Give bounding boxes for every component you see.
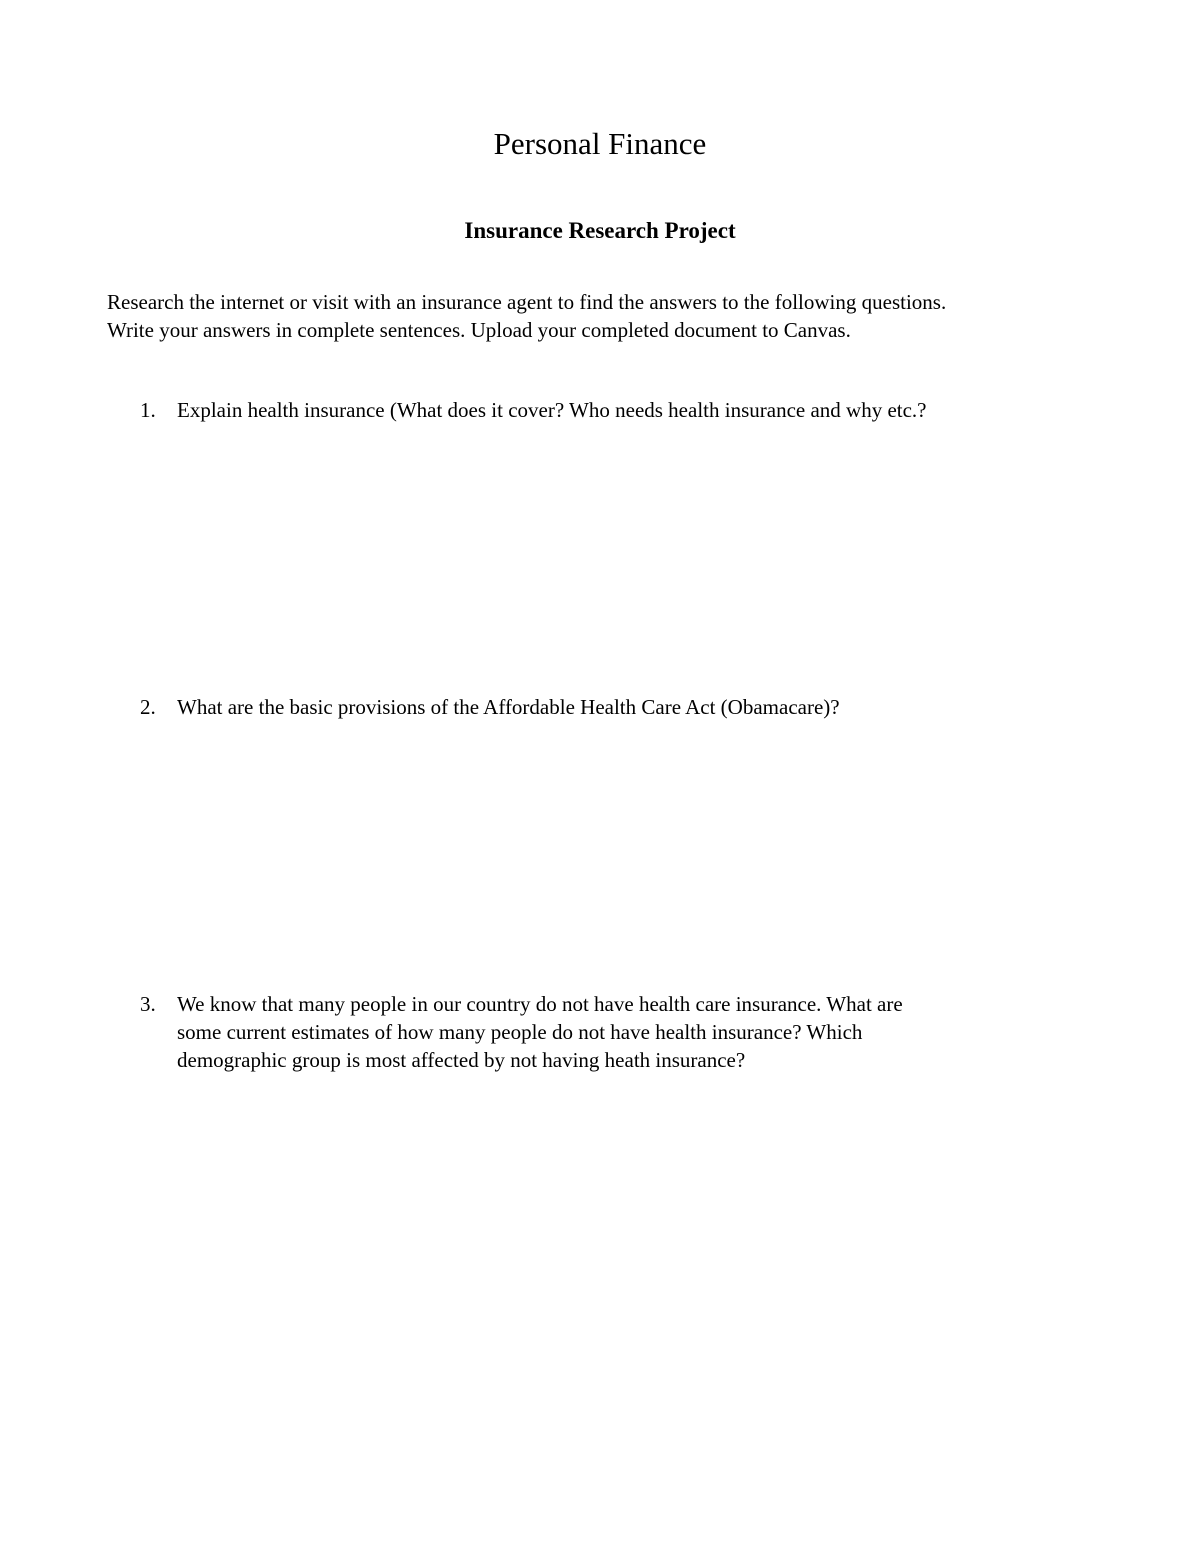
question-line: some current estimates of how many people do not have health insurance? Which [177,1020,863,1044]
question-number: 2. [140,695,156,719]
question-number: 1. [140,398,156,422]
question-line: Explain health insurance (What does it cover? Who needs health insurance and why etc.? [177,398,927,422]
question-number: 3. [140,992,156,1016]
question-line: demographic group is most affected by not having heath insurance? [177,1048,746,1072]
question-text [177,990,1017,1074]
page-title: Personal Finance [493,126,707,161]
intro-paragraph [107,288,1107,344]
question-text [177,693,1017,721]
question-text [177,396,1017,424]
question-line: We know that many people in our country do not have health care insurance. What are [177,992,903,1016]
intro-line: Write your answers in complete sentences. Upload your completed document to Canvas. [107,318,851,342]
question-line: What are the basic provisions of the Affordable Health Care Act (Obamacare)? [177,695,840,719]
intro-line: Research the internet or visit with an insurance agent to find the answers to the following questions. [107,290,947,314]
page-subtitle: Insurance Research Project [464,218,736,243]
